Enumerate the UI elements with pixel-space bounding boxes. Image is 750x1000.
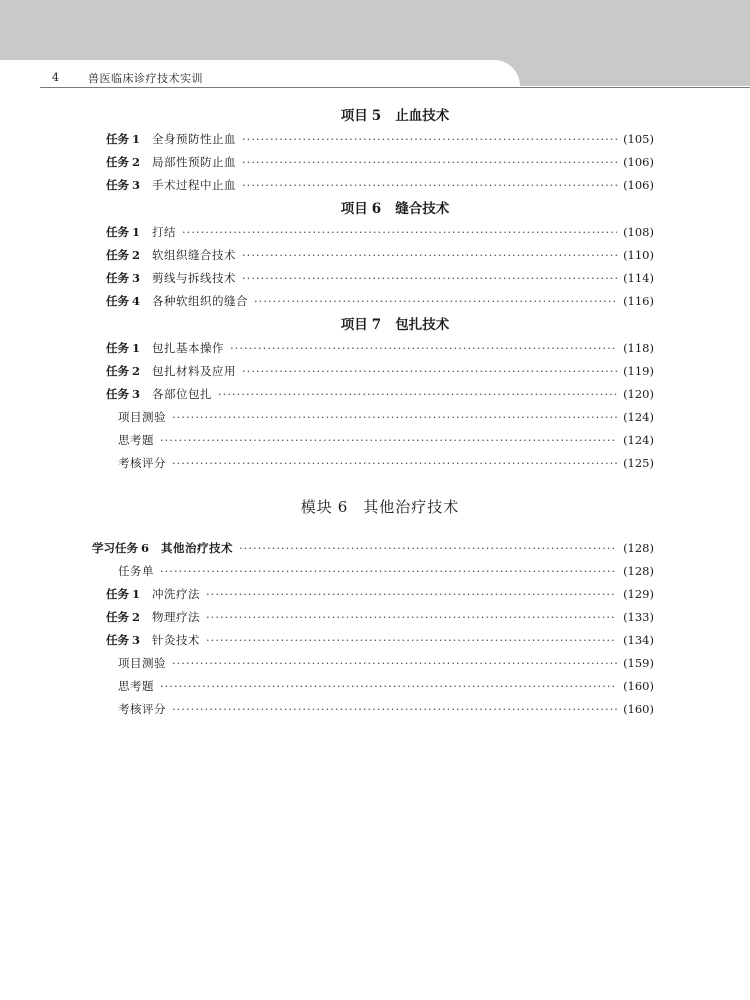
dot-leader	[172, 406, 617, 429]
dot-leader	[230, 337, 617, 360]
dot-leader	[160, 429, 617, 452]
entry-title: 项目测验	[118, 410, 166, 424]
task-label: 任务 3	[106, 271, 141, 285]
section-label: 项目	[340, 317, 368, 333]
entry-page: (110)	[623, 248, 654, 262]
entry-page: (129)	[623, 587, 654, 601]
toc-entry[interactable]	[106, 151, 654, 174]
entry-page: (128)	[623, 564, 654, 578]
toc-entry[interactable]	[118, 560, 654, 583]
dot-leader	[218, 383, 617, 406]
entry-page: (116)	[623, 294, 654, 308]
entry-page: (160)	[623, 679, 654, 693]
entry-page: (119)	[623, 364, 654, 378]
toc-entry[interactable]	[106, 267, 654, 290]
dot-leader	[242, 151, 617, 174]
task-label: 任务 1	[106, 587, 141, 601]
task-label: 任务 2	[106, 248, 141, 262]
section-title: 包扎技术	[395, 317, 450, 333]
toc-entry[interactable]	[106, 244, 654, 267]
dot-leader	[182, 221, 617, 244]
toc-entry[interactable]	[106, 174, 654, 197]
entry-title: 思考题	[118, 433, 154, 447]
section-title: 止血技术	[395, 108, 450, 124]
entry-title: 手术过程中止血	[152, 178, 237, 192]
dot-leader	[242, 128, 617, 151]
entry-title: 物理疗法	[152, 610, 201, 624]
section-number: 6	[371, 201, 382, 217]
task-label: 任务 1	[106, 341, 141, 355]
dot-leader	[242, 267, 617, 290]
entry-title: 其他治疗技术	[161, 541, 234, 555]
section-number: 7	[371, 317, 382, 333]
section-label: 项目	[340, 201, 368, 217]
entry-page: (134)	[623, 633, 654, 647]
entry-page: (114)	[623, 271, 654, 285]
entry-title: 各部位包扎	[152, 387, 213, 401]
entry-title: 打结	[152, 225, 177, 239]
entry-page: (124)	[623, 410, 654, 424]
dot-leader	[160, 675, 617, 698]
entry-page: (108)	[623, 225, 654, 239]
dot-leader	[242, 174, 617, 197]
toc-entry[interactable]	[118, 452, 654, 475]
dot-leader	[242, 360, 617, 383]
dot-leader	[160, 560, 617, 583]
toc-entry[interactable]	[118, 652, 654, 675]
task-label: 任务 3	[106, 633, 141, 647]
entry-title: 考核评分	[118, 456, 166, 470]
task-label: 任务 2	[106, 364, 141, 378]
toc-entry[interactable]	[106, 128, 654, 151]
section-number: 5	[371, 108, 382, 124]
entry-page: (120)	[623, 387, 654, 401]
toc-entry[interactable]	[106, 221, 654, 244]
entry-page: (160)	[623, 702, 654, 716]
entry-title: 全身预防性止血	[152, 132, 237, 146]
entry-page: (106)	[623, 155, 654, 169]
section-heading	[0, 104, 750, 128]
entry-title: 包扎材料及应用	[152, 364, 237, 378]
toc-entry[interactable]	[106, 290, 654, 313]
entry-page: (124)	[623, 433, 654, 447]
table-of-contents	[0, 104, 750, 721]
toc-entry[interactable]	[118, 675, 654, 698]
module-label: 模块	[300, 498, 333, 516]
task-label: 任务 4	[106, 294, 141, 308]
task-label: 任务 3	[106, 178, 141, 192]
dot-leader	[206, 606, 617, 629]
dot-leader	[172, 698, 617, 721]
toc-entry[interactable]	[118, 429, 654, 452]
entry-title: 软组织缝合技术	[152, 248, 237, 262]
entry-page: (105)	[623, 132, 654, 146]
entry-page: (128)	[623, 541, 654, 555]
module-title: 其他治疗技术	[363, 498, 460, 516]
header-tab	[0, 60, 520, 86]
module-heading	[0, 491, 750, 523]
toc-entry[interactable]	[118, 698, 654, 721]
entry-title: 任务单	[118, 564, 154, 578]
page-number: 4	[52, 71, 59, 84]
task-label: 任务 2	[106, 155, 141, 169]
entry-title: 局部性预防止血	[152, 155, 237, 169]
entry-title: 各种软组织的缝合	[152, 294, 249, 308]
toc-entry[interactable]	[118, 406, 654, 429]
entry-title: 冲洗疗法	[152, 587, 201, 601]
dot-leader	[172, 652, 617, 675]
toc-entry[interactable]	[106, 583, 654, 606]
section-heading	[0, 313, 750, 337]
entry-title: 思考题	[118, 679, 154, 693]
task-label: 任务 1	[106, 132, 141, 146]
toc-entry[interactable]	[106, 606, 654, 629]
task-label: 任务 3	[106, 387, 141, 401]
dot-leader	[172, 452, 617, 475]
toc-entry[interactable]	[106, 337, 654, 360]
dot-leader	[206, 583, 617, 606]
entry-title: 针灸技术	[152, 633, 201, 647]
entry-title: 剪线与拆线技术	[152, 271, 237, 285]
toc-entry[interactable]	[106, 383, 654, 406]
section-heading	[0, 197, 750, 221]
dot-leader	[206, 629, 617, 652]
module-number: 6	[337, 498, 349, 516]
toc-entry[interactable]	[106, 629, 654, 652]
study-task-entry[interactable]	[92, 537, 654, 560]
study-task-label: 学习任务 6	[92, 541, 150, 555]
entry-title: 考核评分	[118, 702, 166, 716]
entry-page: (133)	[623, 610, 654, 624]
dot-leader	[242, 244, 617, 267]
toc-entry[interactable]	[106, 360, 654, 383]
task-label: 任务 2	[106, 610, 141, 624]
running-title: 兽医临床诊疗技术实训	[88, 72, 203, 85]
dot-leader	[254, 290, 617, 313]
entry-page: (106)	[623, 178, 654, 192]
section-label: 项目	[340, 108, 368, 124]
entry-page: (159)	[623, 656, 654, 670]
header-rule	[40, 87, 750, 88]
task-label: 任务 1	[106, 225, 141, 239]
dot-leader	[239, 537, 617, 560]
entry-title: 包扎基本操作	[152, 341, 225, 355]
entry-page: (118)	[623, 341, 654, 355]
entry-title: 项目测验	[118, 656, 166, 670]
section-title: 缝合技术	[395, 201, 450, 217]
entry-page: (125)	[623, 456, 654, 470]
